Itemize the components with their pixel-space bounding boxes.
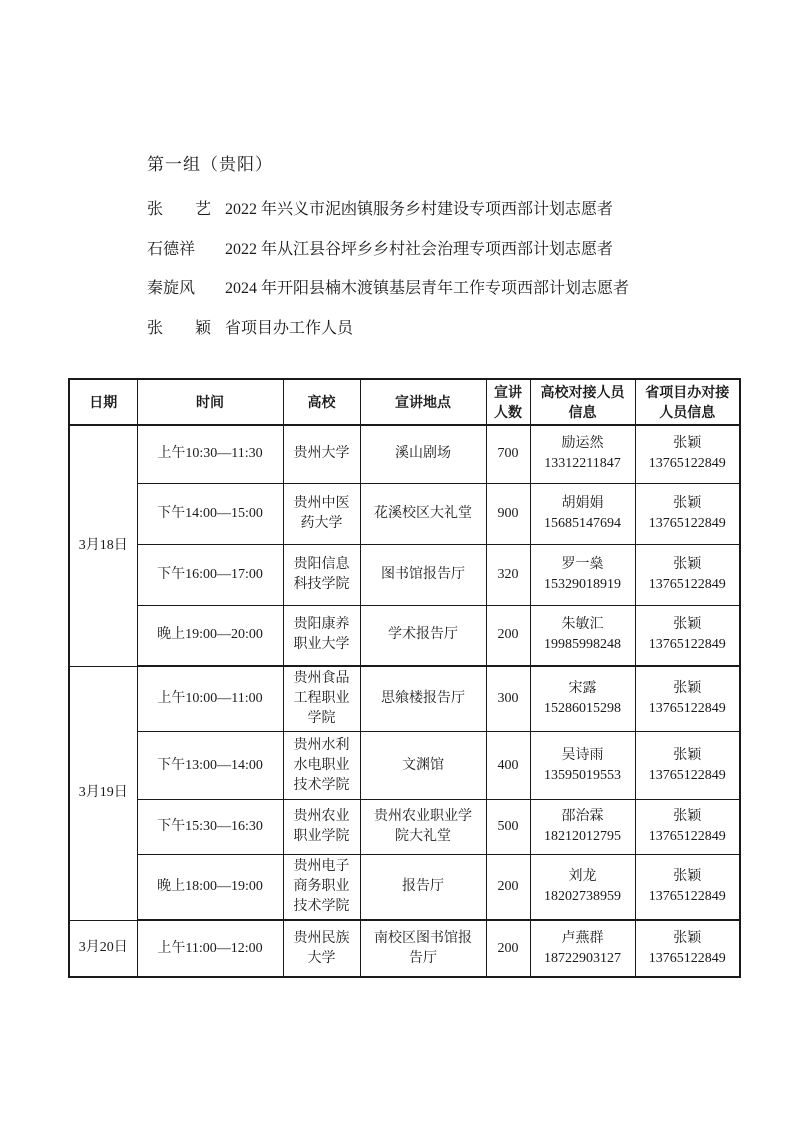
office-contact-phone: 13765122849 bbox=[648, 829, 726, 844]
school-contact-phone: 13312211847 bbox=[544, 456, 621, 472]
school-contact-cell bbox=[530, 544, 635, 605]
school-contact-cell bbox=[530, 483, 635, 544]
school-cell: 贵州电子商务职业技术学院 bbox=[283, 855, 360, 921]
school-contact-name: 吴诗雨 bbox=[561, 747, 604, 763]
schedule-table bbox=[68, 378, 741, 978]
member-name: 石德祥 bbox=[147, 240, 196, 258]
office-contact-phone: 13765122849 bbox=[648, 701, 726, 716]
school-cell: 贵阳信息科技学院 bbox=[283, 544, 360, 605]
office-contact-name: 张颖 bbox=[673, 809, 702, 824]
table-row bbox=[69, 483, 740, 544]
school-contact-cell bbox=[530, 855, 635, 921]
office-contact-phone: 13765122849 bbox=[648, 767, 726, 783]
office-contact-cell bbox=[635, 855, 740, 921]
school-contact-phone: 18212012795 bbox=[544, 829, 621, 844]
time-cell: 下午13:00—14:00 bbox=[137, 732, 283, 800]
audience-count-cell: 400 bbox=[486, 732, 530, 800]
audience-count-cell: 300 bbox=[486, 666, 530, 732]
audience-count-cell: 900 bbox=[486, 483, 530, 544]
time-cell: 上午10:00—11:00 bbox=[137, 666, 283, 732]
audience-count-cell: 500 bbox=[486, 800, 530, 855]
member-name: 秦旋风 bbox=[147, 280, 196, 297]
school-contact-phone: 18202738959 bbox=[544, 889, 621, 904]
time-cell: 下午14:00—15:00 bbox=[137, 483, 283, 544]
office-contact-phone: 13765122849 bbox=[648, 637, 726, 653]
school-cell: 贵州大学 bbox=[283, 425, 360, 483]
school-cell: 贵州水利水电职业技术学院 bbox=[283, 732, 360, 800]
school-cell: 贵州民族大学 bbox=[283, 920, 360, 977]
office-contact-cell bbox=[635, 544, 740, 605]
table-row bbox=[69, 800, 740, 855]
office-contact-cell bbox=[635, 605, 740, 666]
school-contact-cell bbox=[530, 666, 635, 732]
office-contact-cell bbox=[635, 483, 740, 544]
table-row bbox=[69, 855, 740, 921]
table-row bbox=[69, 920, 740, 977]
audience-count-cell: 320 bbox=[486, 544, 530, 605]
office-contact-name: 张颖 bbox=[673, 617, 702, 633]
schedule-table-header bbox=[69, 379, 740, 425]
office-contact-phone: 13765122849 bbox=[648, 889, 726, 904]
office-contact-name: 张颖 bbox=[673, 556, 702, 572]
office-contact-name: 张颖 bbox=[673, 930, 702, 946]
venue-cell: 文渊馆 bbox=[360, 732, 486, 800]
office-contact-name: 张颖 bbox=[673, 495, 702, 511]
member-role: 2022 年兴义市泥凼镇服务乡村建设专项西部计划志愿者 bbox=[225, 201, 614, 218]
audience-count-cell: 200 bbox=[486, 920, 530, 977]
school-contact-name: 邵治霖 bbox=[561, 809, 604, 824]
school-contact-name: 胡娟娟 bbox=[561, 495, 604, 511]
office-contact-name: 张颖 bbox=[673, 869, 702, 884]
school-cell: 贵阳康养职业大学 bbox=[283, 605, 360, 666]
venue-cell: 图书馆报告厅 bbox=[360, 544, 486, 605]
venue-cell: 报告厅 bbox=[360, 855, 486, 921]
header-cell: 宣讲地点 bbox=[360, 379, 486, 425]
office-contact-phone: 13765122849 bbox=[648, 950, 726, 966]
time-cell: 上午11:00—12:00 bbox=[137, 920, 283, 977]
office-contact-phone: 13765122849 bbox=[648, 515, 726, 531]
header-cell: 宣讲人数 bbox=[486, 379, 530, 425]
school-contact-name: 朱敏汇 bbox=[561, 617, 604, 633]
school-contact-name: 刘龙 bbox=[568, 869, 597, 884]
table-row bbox=[69, 732, 740, 800]
school-contact-phone: 13595019553 bbox=[544, 767, 621, 783]
member-role: 省项目办工作人员 bbox=[225, 319, 354, 337]
office-contact-cell bbox=[635, 800, 740, 855]
school-contact-cell bbox=[530, 800, 635, 855]
office-contact-name: 张颖 bbox=[673, 681, 702, 696]
school-contact-phone: 19985998248 bbox=[544, 637, 621, 653]
date-cell: 3月20日 bbox=[69, 920, 137, 977]
member-role: 2024 年开阳县楠木渡镇基层青年工作专项西部计划志愿者 bbox=[225, 280, 630, 297]
time-cell: 晚上18:00—19:00 bbox=[137, 855, 283, 921]
office-contact-cell bbox=[635, 666, 740, 732]
school-cell: 贵州食品工程职业学院 bbox=[283, 666, 360, 732]
office-contact-cell bbox=[635, 732, 740, 800]
table-row bbox=[69, 544, 740, 605]
office-contact-name: 张颖 bbox=[673, 436, 702, 452]
office-contact-cell bbox=[635, 920, 740, 977]
header-cell: 高校 bbox=[283, 379, 360, 425]
member-role: 2022 年从江县谷坪乡乡村社会治理专项西部计划志愿者 bbox=[225, 240, 614, 258]
date-cell: 3月18日 bbox=[69, 425, 137, 666]
school-contact-name: 宋露 bbox=[568, 681, 597, 696]
venue-cell: 花溪校区大礼堂 bbox=[360, 483, 486, 544]
school-cell: 贵州农业职业学院 bbox=[283, 800, 360, 855]
audience-count-cell: 200 bbox=[486, 855, 530, 921]
header-cell: 省项目办对接人员信息 bbox=[635, 379, 740, 425]
venue-cell: 思飨楼报告厅 bbox=[360, 666, 486, 732]
time-cell: 上午10:30—11:30 bbox=[137, 425, 283, 483]
header-cell: 高校对接人员信息 bbox=[530, 379, 635, 425]
member-name: 张 颖 bbox=[147, 319, 212, 337]
venue-cell: 贵州农业职业学院大礼堂 bbox=[360, 800, 486, 855]
audience-count-cell: 700 bbox=[486, 425, 530, 483]
office-contact-phone: 13765122849 bbox=[648, 576, 726, 592]
office-contact-phone: 13765122849 bbox=[648, 456, 726, 472]
member-row bbox=[147, 230, 747, 270]
member-row bbox=[147, 309, 747, 349]
group-title: 第一组（贵阳） bbox=[147, 155, 273, 174]
office-contact-cell bbox=[635, 425, 740, 483]
header-cell: 时间 bbox=[137, 379, 283, 425]
time-cell: 晚上19:00—20:00 bbox=[137, 605, 283, 666]
table-row bbox=[69, 605, 740, 666]
office-contact-name: 张颖 bbox=[673, 747, 702, 763]
schedule-table-body bbox=[69, 425, 740, 977]
venue-cell: 南校区图书馆报告厅 bbox=[360, 920, 486, 977]
table-row bbox=[69, 425, 740, 483]
time-cell: 下午16:00—17:00 bbox=[137, 544, 283, 605]
member-row bbox=[147, 190, 747, 230]
table-row bbox=[69, 666, 740, 732]
venue-cell: 学术报告厅 bbox=[360, 605, 486, 666]
school-cell: 贵州中医药大学 bbox=[283, 483, 360, 544]
header-cell: 日期 bbox=[69, 379, 137, 425]
school-contact-cell bbox=[530, 605, 635, 666]
school-contact-cell bbox=[530, 732, 635, 800]
school-contact-name: 励运然 bbox=[561, 436, 604, 452]
school-contact-phone: 15685147694 bbox=[544, 515, 621, 531]
member-row bbox=[147, 269, 747, 309]
audience-count-cell: 200 bbox=[486, 605, 530, 666]
header-row bbox=[69, 379, 740, 425]
school-contact-phone: 18722903127 bbox=[544, 950, 621, 966]
venue-cell: 溪山剧场 bbox=[360, 425, 486, 483]
school-contact-cell bbox=[530, 425, 635, 483]
date-cell: 3月19日 bbox=[69, 666, 137, 920]
member-list bbox=[147, 190, 747, 348]
school-contact-name: 卢燕群 bbox=[561, 930, 604, 946]
school-contact-phone: 15329018919 bbox=[544, 576, 621, 592]
time-cell: 下午15:30—16:30 bbox=[137, 800, 283, 855]
school-contact-name: 罗一燊 bbox=[561, 556, 604, 572]
member-name: 张 艺 bbox=[147, 201, 212, 218]
school-contact-phone: 15286015298 bbox=[544, 701, 621, 716]
school-contact-cell bbox=[530, 920, 635, 977]
